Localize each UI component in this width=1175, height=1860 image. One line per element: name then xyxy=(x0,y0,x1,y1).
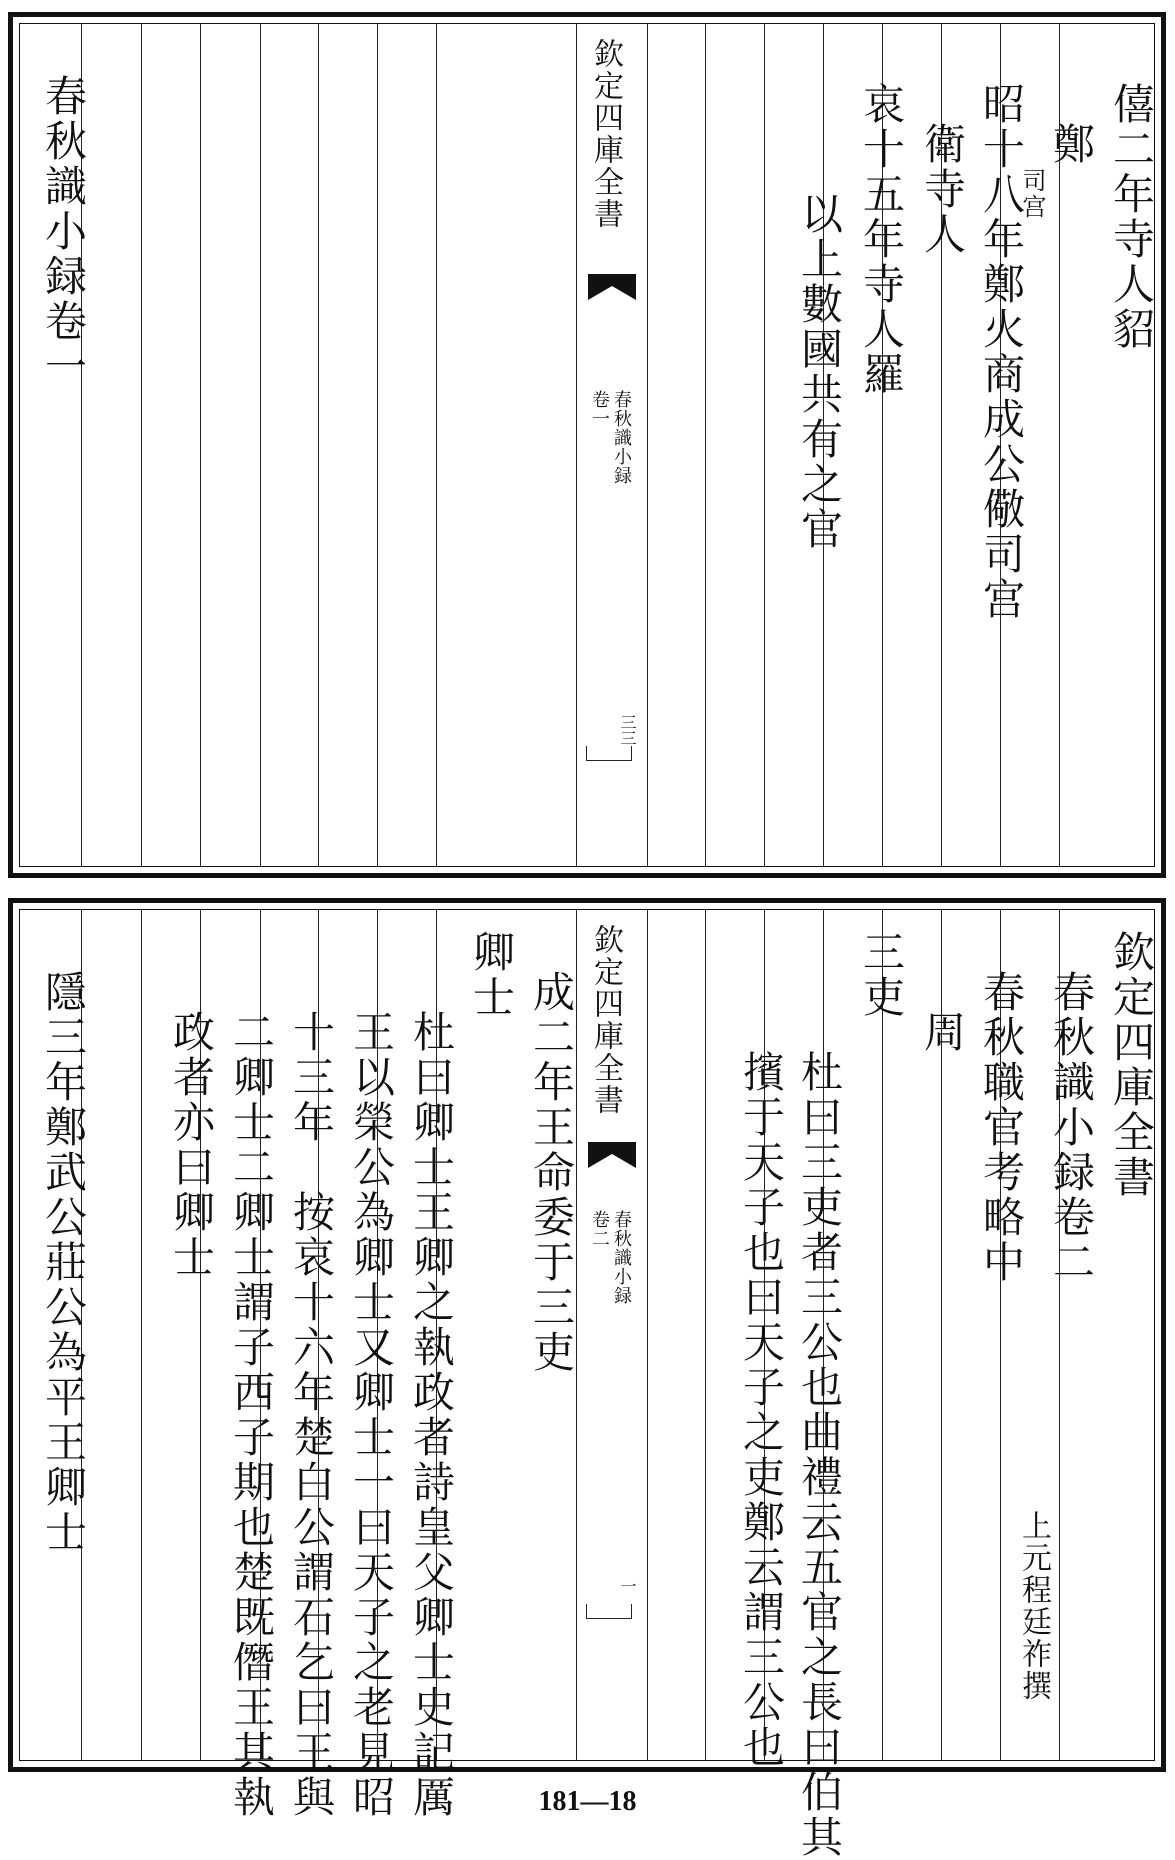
commentary-line-5: 十三年 按哀十六年楚白公謂石乞曰王與 xyxy=(287,1010,336,1820)
fishtail-mark xyxy=(588,274,636,300)
volume-end-title: 春秋識小録卷一 xyxy=(39,74,88,389)
center-fold-strip xyxy=(576,910,648,1760)
entry-chenger: 成二年王命委于三吏 xyxy=(527,970,576,1375)
commentary-line-4: 王以榮公為卿士又卿士一曰天子之老見昭 xyxy=(347,1010,396,1820)
fold-volume: 卷二 xyxy=(589,1210,610,1248)
text-column-4: 衛寺人 xyxy=(918,122,967,257)
column-rule xyxy=(764,24,765,866)
fold-bracket xyxy=(586,746,632,761)
commentary-line-3: 杜曰卿士王卿之執政者詩皇父卿士史記厲 xyxy=(407,1010,456,1820)
top-page-panel xyxy=(8,12,1166,878)
text-column-1: 僖二年寺人貂 xyxy=(1107,82,1156,352)
fold-page-number: 三三 xyxy=(618,714,637,746)
column-rule xyxy=(882,910,883,1760)
text-column-6: 以上數國共有之官 xyxy=(795,192,844,552)
column-rule xyxy=(141,24,142,866)
text-column-3: 昭十八年鄭火商成公儆司宫 xyxy=(977,82,1026,622)
column-rule xyxy=(377,24,378,866)
commentary-line-7: 政者亦曰卿士 xyxy=(167,1010,216,1280)
fold-rule-left xyxy=(576,910,577,1760)
fold-header: 欽定四庫全書 xyxy=(588,38,623,230)
book-header: 欽定四庫全書 xyxy=(1107,930,1156,1200)
column-rule xyxy=(200,24,201,866)
fishtail-mark xyxy=(588,1142,636,1168)
column-rule xyxy=(705,24,706,866)
commentary-line-6: 二卿士二卿士謂子西子期也楚既僭王其執 xyxy=(227,1010,276,1820)
section-title: 春秋職官考略中 xyxy=(977,970,1026,1285)
text-column-5: 哀十五年寺人羅 xyxy=(857,82,906,397)
entry-yinsan: 隱三年鄭武公莊公為平王卿士 xyxy=(39,970,88,1555)
fold-book-title: 春秋識小録 xyxy=(611,1210,632,1305)
fold-page-number: 一 xyxy=(618,1578,637,1594)
fold-book-title: 春秋識小録 xyxy=(611,390,632,485)
text-column-2: 鄭 xyxy=(1047,122,1096,167)
column-rule xyxy=(318,24,319,866)
commentary-line-2: 擯于天子也曰天子之吏鄭云謂三公也 xyxy=(737,1050,786,1770)
fold-rule-left xyxy=(576,24,577,866)
column-rule xyxy=(260,24,261,866)
author-line: 上元程廷祚撰 xyxy=(1016,1510,1051,1702)
fold-volume: 卷一 xyxy=(589,390,610,428)
center-fold-strip xyxy=(576,24,648,866)
commentary-line-1: 杜曰三吏者三公也曲禮云五官之長曰伯其 xyxy=(795,1050,844,1860)
fold-header: 欽定四庫全書 xyxy=(588,924,623,1116)
volume-title: 春秋識小録卷二 xyxy=(1047,970,1096,1285)
text-column-2-note: 司宫 xyxy=(1018,168,1046,220)
column-rule xyxy=(705,910,706,1760)
top-page-frame xyxy=(19,23,1155,867)
column-rule xyxy=(141,910,142,1760)
page-footer-number: 181—18 xyxy=(538,1786,637,1817)
office-heading-qingshi: 卿士 xyxy=(467,930,516,1020)
column-rule xyxy=(436,24,437,866)
fold-bracket xyxy=(586,1604,632,1619)
dynasty-heading: 周 xyxy=(918,1010,967,1055)
office-heading-sanli: 三吏 xyxy=(857,930,906,1020)
